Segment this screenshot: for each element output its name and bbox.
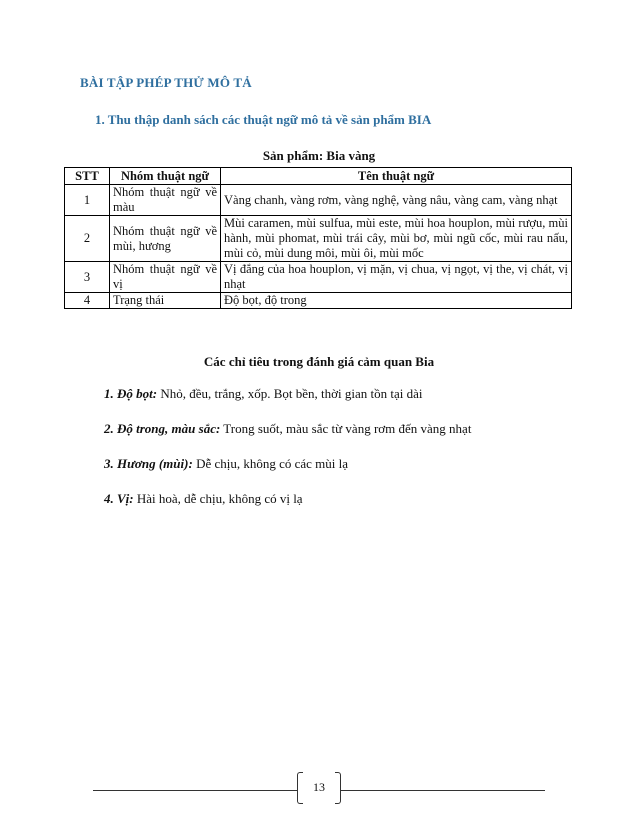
- table-row: [65, 293, 572, 309]
- row-stt: 1: [65, 185, 110, 216]
- row-group: Trạng thái: [110, 293, 221, 309]
- criterion-item: [104, 491, 564, 509]
- criterion-label: 3. Hương (mùi):: [104, 456, 193, 471]
- header-terms: Tên thuật ngữ: [221, 168, 572, 185]
- criterion-label: 2. Độ trong, màu sắc:: [104, 421, 221, 436]
- row-terms: Vị đắng của hoa houplon, vị mặn, vị chua, vị ngọt, vị the, vị chát, vị nhạt: [221, 262, 572, 293]
- criterion-text: Trong suốt, màu sắc từ vàng rơm đến vàng nhạt: [220, 421, 472, 436]
- criterion-text: Nhỏ, đều, trắng, xốp. Bọt bền, thời gian tồn tại dài: [157, 386, 423, 401]
- row-group: Nhóm thuật ngữ về vị: [110, 262, 221, 293]
- row-group: Nhóm thuật ngữ về màu: [110, 185, 221, 216]
- row-terms: Độ bọt, độ trong: [221, 293, 572, 309]
- row-stt: 3: [65, 262, 110, 293]
- criteria-list: [104, 386, 564, 526]
- page-number-box: [297, 772, 341, 802]
- criteria-title: Các chỉ tiêu trong đánh giá cảm quan Bia: [203, 354, 435, 369]
- table-row: [65, 185, 572, 216]
- section-title: BÀI TẬP PHÉP THỬ MÔ TẢ: [80, 75, 252, 90]
- criterion-text: Hài hoà, dễ chịu, không có vị lạ: [133, 491, 303, 506]
- row-terms: Vàng chanh, vàng rơm, vàng nghệ, vàng nâu, vàng cam, vàng nhạt: [221, 185, 572, 216]
- page-number: 13: [313, 780, 325, 794]
- row-stt: 2: [65, 216, 110, 262]
- criterion-item: [104, 386, 564, 404]
- table-row: [65, 262, 572, 293]
- row-terms: Mùi caramen, mùi sulfua, mùi este, mùi hoa houplon, mùi rượu, mùi hành, mùi phomat, mùi trái cây, mùi bơ, mùi ngũ cốc, mùi rau nấu, mùi cỏ, mùi dung môi, mùi ôi, mùi mốc: [221, 216, 572, 262]
- row-group: Nhóm thuật ngữ về mùi, hương: [110, 216, 221, 262]
- subsection-title: 1. Thu thập danh sách các thuật ngữ mô tả về sản phẩm BIA: [95, 112, 432, 127]
- criterion-label: 1. Độ bọt:: [104, 386, 158, 401]
- criterion-label: 4. Vị:: [104, 491, 134, 506]
- criterion-item: [104, 421, 564, 439]
- row-stt: 4: [65, 293, 110, 309]
- criterion-item: [104, 456, 564, 474]
- criterion-text: Dễ chịu, không có các mùi lạ: [192, 456, 349, 471]
- header-group: Nhóm thuật ngữ: [110, 168, 221, 185]
- header-stt: STT: [65, 168, 110, 185]
- product-title: Sản phẩm: Bia vàng: [262, 148, 376, 163]
- terms-table: [64, 167, 572, 309]
- table-row: [65, 216, 572, 262]
- table-header-row: [65, 168, 572, 185]
